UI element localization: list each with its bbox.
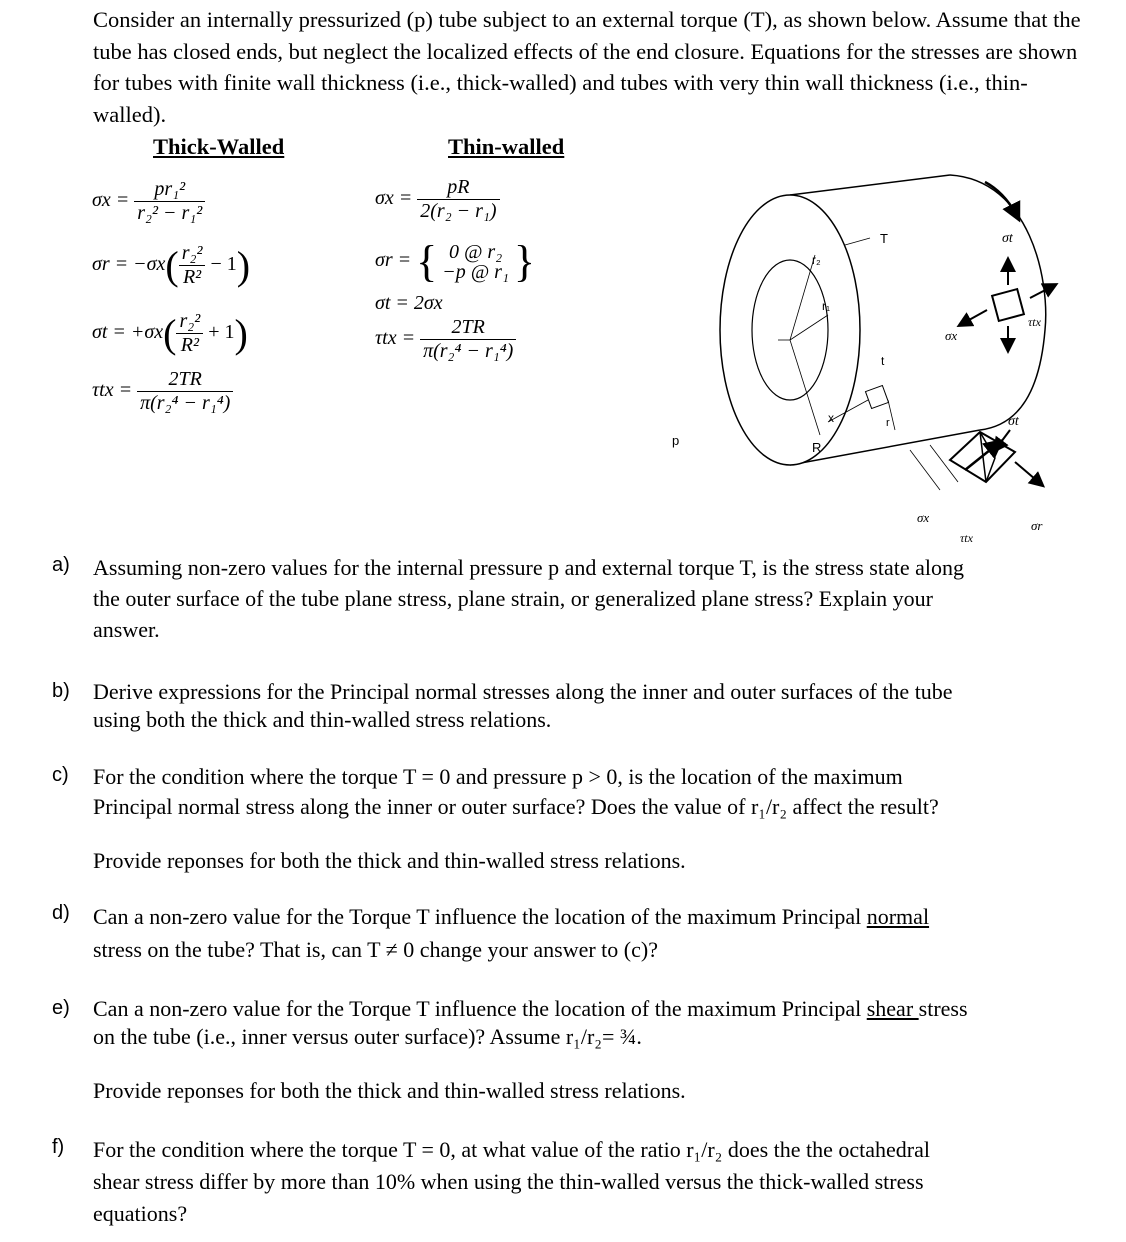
intro-paragraph: Consider an internally pressurized (p) tube subject to an external torque (T), as shown below. Assume that the tube has closed ends, but neglect the localized effects of the end closure. Equations for the stresses are shown for tubes with finite wall thickness (i.e., thick-walled) and tubes with very thin wall thickness (i.e., thin-walled). bbox=[93, 7, 1081, 127]
thick-sigma-t-equation: σt = +σx( $\frac{\text{r₂²}}{\text{R²}}$ + 1) bbox=[92, 310, 248, 356]
svg-text:t: t bbox=[881, 354, 885, 368]
thick-tau-tx-equation: τtx = $\frac{2TR}{\text{π(r₂⁴ − r₁⁴)}}$ bbox=[92, 368, 233, 415]
svg-text:σx: σx bbox=[917, 510, 930, 525]
svg-text:σt: σt bbox=[1008, 414, 1019, 429]
svg-text:τtx: τtx bbox=[960, 531, 973, 545]
thin-sigma-r-equation: σr = { 0 @ r₂ −p @ r₁ } bbox=[375, 237, 536, 286]
surface-element bbox=[865, 385, 888, 408]
thin-sigma-t-equation: σt = 2σx bbox=[375, 292, 443, 314]
tube-figure bbox=[590, 160, 1060, 550]
svg-text:r₂: r₂ bbox=[812, 253, 821, 267]
svg-text:r: r bbox=[886, 417, 890, 429]
svg-text:T: T bbox=[880, 231, 888, 246]
tube-end-inner bbox=[752, 260, 831, 400]
svg-text:p: p bbox=[672, 433, 680, 448]
thick-sigma-x-equation: σx = $\frac{\text{pr₁²}}{\text{r₂² − r₁²}}$ bbox=[92, 178, 205, 225]
svg-text:r₁: r₁ bbox=[822, 299, 831, 313]
svg-text:σt: σt bbox=[1002, 231, 1013, 246]
thin-sigma-x-equation: σx = $\frac{pR}{\text{2(r₂ − r₁)}}$ bbox=[375, 176, 500, 223]
svg-text:τtx: τtx bbox=[1028, 315, 1041, 329]
svg-text:x: x bbox=[828, 411, 834, 425]
thin-walled-header: Thin-walled bbox=[448, 134, 565, 159]
plane-stress-element bbox=[992, 289, 1024, 321]
svg-text:σr: σr bbox=[1031, 518, 1043, 533]
thick-walled-header: Thick-Walled bbox=[153, 134, 285, 159]
thick-sigma-r-equation: σr = −σx( $\frac{\text{r₂²}}{\text{R²}}$ − 1) bbox=[92, 242, 251, 288]
svg-text:R: R bbox=[812, 440, 822, 455]
thin-tau-tx-equation: τtx = $\frac{2TR}{\text{π(r₂⁴ − r₁⁴)}}$ bbox=[375, 316, 516, 363]
svg-text:σx: σx bbox=[945, 328, 958, 343]
